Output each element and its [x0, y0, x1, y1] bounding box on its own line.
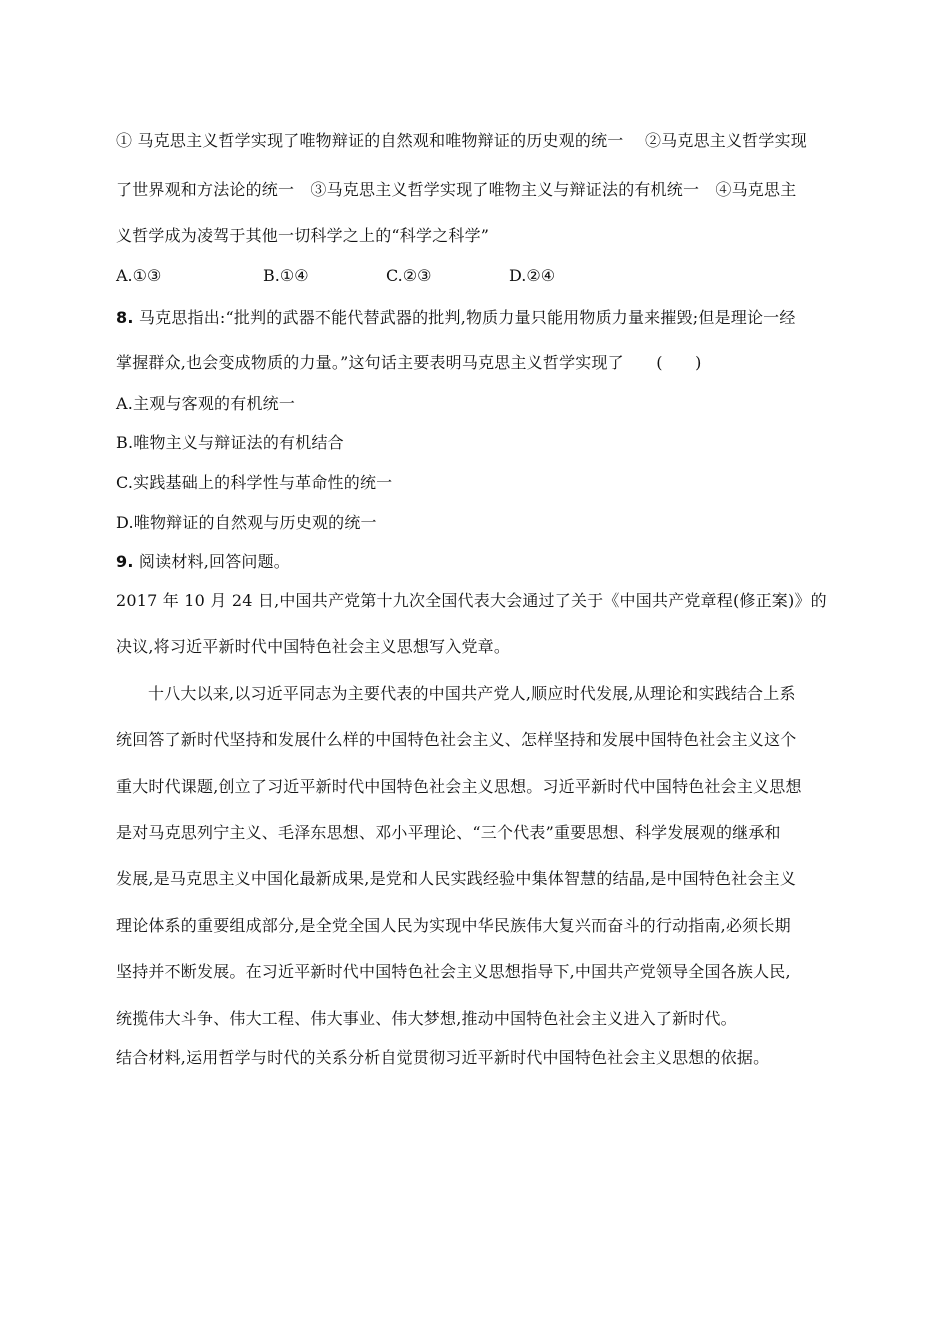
q7-statement-line-3: 义哲学成为凌驾于其他一切科学之上的“科学之科学” [116, 226, 490, 245]
q9-instruction-line [116, 552, 290, 572]
q9-paragraph2-line-5: 发展,是马克思主义中国化最新成果,是党和人民实践经验中集体智慧的结晶,是中国特色社会主义 [116, 869, 797, 888]
q9-paragraph2-line-6: 理论体系的重要组成部分,是全党全国人民为实现中华民族伟大复兴而奋斗的行动指南,必须长期 [116, 916, 791, 935]
q9-paragraph2-line-4: 是对马克思列宁主义、毛泽东思想、邓小平理论、“三个代表”重要思想、科学发展观的继承和 [116, 823, 781, 842]
q9-task: 结合材料,运用哲学与时代的关系分析自觉贯彻习近平新时代中国特色社会主义思想的依据。 [116, 1048, 770, 1067]
q9-paragraph1-line-1: 2017 年 10 月 24 日,中国共产党第十九次全国代表大会通过了关于《中国共产党章程(修正案)》的 [116, 591, 827, 610]
q9-instruction: 阅读材料,回答问题。 [138, 552, 291, 571]
q9-paragraph2-line-1: 十八大以来,以习近平同志为主要代表的中国共产党人,顺应时代发展,从理论和实践结合上系 [148, 684, 796, 703]
q9-paragraph1-line-2: 决议,将习近平新时代中国特色社会主义思想写入党章。 [116, 637, 511, 656]
q7-option-c[interactable]: C.②③ [386, 266, 432, 285]
q8-option-a[interactable]: A.主观与客观的有机统一 [116, 394, 296, 413]
q9-paragraph2-line-7: 坚持并不断发展。在习近平新时代中国特色社会主义思想指导下,中国共产党领导全国各族人民, [116, 962, 791, 981]
q8-stem-line-1 [116, 308, 796, 328]
q7-option-b[interactable]: B.①④ [263, 266, 309, 285]
q7-option-a[interactable]: A.①③ [116, 266, 162, 285]
q9-paragraph2-line-8: 统揽伟大斗争、伟大工程、伟大事业、伟大梦想,推动中国特色社会主义进入了新时代。 [116, 1009, 737, 1028]
q8-stem-line-2: 掌握群众,也会变成物质的力量。”这句话主要表明马克思主义哲学实现了 ( ) [116, 353, 702, 372]
q7-statement-line-1: ① 马克思主义哲学实现了唯物辩证的自然观和唯物辩证的历史观的统一 ②马克思主义哲学实现 [116, 131, 807, 150]
q8-stem-text: 马克思指出:“批判的武器不能代替武器的批判,物质力量只能用物质力量来摧毁;但是理论一经 [138, 308, 796, 327]
q8-option-c[interactable]: C.实践基础上的科学性与革命性的统一 [116, 473, 393, 492]
q9-paragraph2-line-3: 重大时代课题,创立了习近平新时代中国特色社会主义思想。习近平新时代中国特色社会主义思想 [116, 777, 802, 796]
q9-paragraph2-line-2: 统回答了新时代坚持和发展什么样的中国特色社会主义、怎样坚持和发展中国特色社会主义这个 [116, 730, 797, 749]
q9-number: 9. [116, 552, 134, 571]
q8-option-d[interactable]: D.唯物辩证的自然观与历史观的统一 [116, 513, 377, 532]
q8-number: 8. [116, 308, 134, 327]
q8-option-b[interactable]: B.唯物主义与辩证法的有机结合 [116, 433, 344, 452]
q7-statement-line-2: 了世界观和方法论的统一 ③马克思主义哲学实现了唯物主义与辩证法的有机统一 ④马克思主 [116, 180, 797, 199]
q7-option-d[interactable]: D.②④ [509, 266, 556, 285]
